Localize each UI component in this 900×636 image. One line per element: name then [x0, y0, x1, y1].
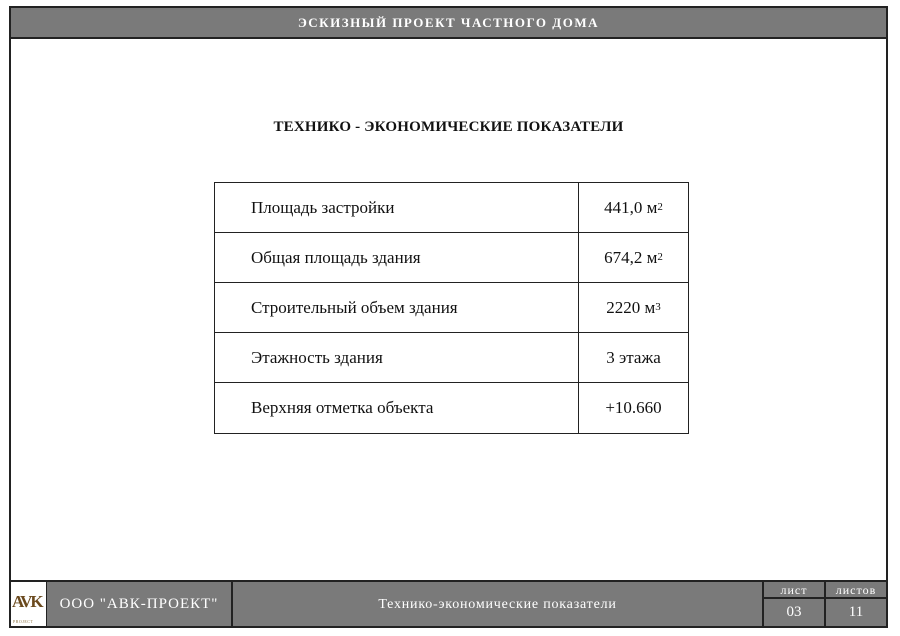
sheet-label: лист	[764, 582, 824, 599]
table-row	[215, 233, 688, 283]
company-name: ООО "АВК-ПРОЕКТ"	[47, 582, 233, 626]
sheet-number: 03	[786, 604, 802, 620]
table-row	[215, 183, 688, 233]
drawing-frame	[9, 6, 888, 628]
row-value: 441,0 м $^2$	[604, 197, 663, 217]
section-title: ТЕХНИКО - ЭКОНОМИЧЕСКИЕ ПОКАЗАТЕЛИ	[273, 119, 624, 135]
title-block	[11, 580, 886, 626]
table-row	[215, 383, 688, 433]
company-logo	[11, 582, 47, 626]
row-value: +10.660	[605, 398, 662, 417]
project-title: ЭСКИЗНЫЙ ПРОЕКТ ЧАСТНОГО ДОМА	[297, 14, 600, 30]
row-label: Общая площадь здания	[215, 233, 579, 282]
row-value: 2220 м $^3$	[606, 297, 661, 317]
logo-icon: AVK	[12, 592, 42, 611]
table-row	[215, 283, 688, 333]
row-label: Площадь застройки	[215, 183, 579, 232]
sheet-number-cell	[764, 582, 826, 626]
total-label: листов	[826, 582, 886, 599]
total-number: 11	[848, 604, 864, 620]
table-row	[215, 333, 688, 383]
row-label: Строительный объем здания	[215, 283, 579, 332]
total-sheets-cell	[826, 582, 886, 626]
indicators-table	[214, 182, 689, 434]
header-bar	[11, 8, 886, 39]
row-label: Этажность здания	[215, 333, 579, 382]
row-value: 674,2 м $^2$	[604, 247, 663, 267]
logo-subtext: PROJECT	[13, 619, 34, 624]
row-label: Верхняя отметка объекта	[215, 383, 579, 433]
row-value: 3 этажа	[606, 347, 661, 367]
sheet-title: Технико-экономические показатели	[233, 582, 764, 626]
